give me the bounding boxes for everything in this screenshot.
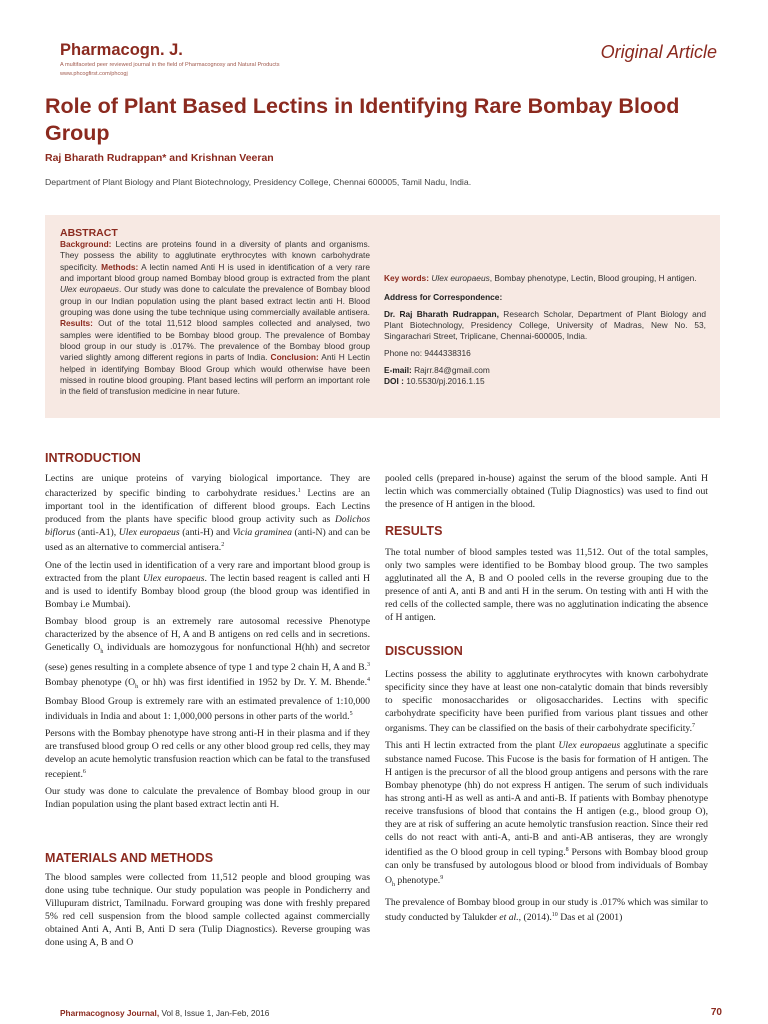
journal-url[interactable]: www.phcogfirst.com/phcogj [60,71,128,77]
correspondence-heading [384,292,706,303]
footer-issue: Vol 8, Issue 1, Jan-Feb, 2016 [159,1008,270,1018]
correspondence-address [384,309,706,343]
email-address[interactable]: Rajrr.84@gmail.com [411,365,490,376]
footer-journal-name: Pharmacognosy Journal, [60,1008,160,1018]
background-label: Background: [60,239,112,249]
intro-paragraph-3: Bombay blood group is an extremely rare autosomal recessive Phenotype characterized by the absence of H, A and B antigens on red cells and in secretions. Genetically $O_h$ individuals are homozygous for nonfunctional H(hh) and secretor (sese) genes resulting in a complete absence of type 1 and type 2 chain H, A and B.$^3$ Bombay phenotype ($O_h$ or hh) was first identified in 1952 by Dr. Y. M. Bhende.$^4$ Bombay Blood Group is extremely rare with an estimated prevalence of 1:10,000 individuals in India and about 1: 1,000,000 persons in other parts of the world.$^5$ [45,615,371,722]
article-authors: Raj Bharath Rudrappan* and Krishnan Veeran [45,152,274,164]
abstract-text-right [384,239,706,388]
intro-paragraph-1: Lectins are unique proteins of varying biological importance. They are characterized by specific binding to carbohydrate residues.$^1$ Lectins are an important tool in the identification of different blood groups. Each Lectins produced from the plants have specific blood group activity such as Dolichos biflorus (anti-A1), Ulex europaeus (anti-H) and Vicia graminea (anti-N) and can be used as an alternative to commercial antisera.$^2$ [45,473,371,554]
intro-paragraph-5: Our study was done to calculate the prevalence of Bombay blood group in our Indian population using the plant based extract lectin anti H. [45,786,370,811]
keywords-label: Key words: [384,273,429,283]
methods-paragraph-1: The blood samples were collected from 11,512 people and blood grouping was done using tube technique. Our study population was people in Pondicherry and Villupuram district, Tamilnadu. Forward grouping was done with freshly prepared 5% red cell suspension from the blood sample collected against commercially obtained Anti A, Anti B, Anti D sera (Tulip Diagnostics). Reverse grouping was done using A, B and O [45,872,370,949]
results-label: Results: [60,318,93,329]
methods-text: . Our study was done to calculate the prevalence of Bombay blood group in our Indian population using the plant based extract lectin anti H. Blood grouping was done using the tube technique using commercially available antisera. [60,284,370,318]
journal-subtitle: A multifaceted peer reviewed journal in the field of Pharmacognosy and Natural Products [60,62,280,68]
doi-value[interactable]: 10.5530/pj.2016.1.15 [403,376,485,387]
journal-title: Pharmacogn. J. [60,41,183,59]
conclusion-text: Anti H Lectin helped in identifying Bombay Blood Group which would otherwise have been missed in routine blood grouping. Plant based lectins will perform an important role in the field of transfusion medicine in near future. [60,352,370,397]
keywords-text: , Bombay phenotype, Lectin, Blood grouping, H antigen. [489,273,697,283]
article-type: Original Article [600,42,717,62]
keywords [384,273,706,284]
abstract-text-left [60,239,370,398]
results-paragraph-1: The total number of blood samples tested was 11,512. Out of the total samples, only two samples were identified to be Bombay blood group. The two samples agglutinated all the A, B and O pooled cells in the reverse grouping due to the presence of anti A, anti B and anti H in the serum. On testing with anti H with the red cells of the collected sample, there was no agglutination indicating the absence of H antigen. [385,547,708,624]
methods-text: A lectin named Anti H is used in identification of a very rare and important blood group named Bombay blood group is extracted from the plant [60,261,370,284]
discussion-paragraph-2: This anti H lectin extracted from the plant Ulex europaeus agglutinate a specific substance named Fucose. This Fucose is the basis for formation of H antigen. The H antigen is the precursor of all the blood group antigens and persons with the rare Bombay phenotype (hh) do not express H antigen. The serum of such individuals has strong anti-H as well as anti-A and anti-B. If patients with Bombay phenotype receive transfusions of blood that contains the H antigen (e.g., blood group O), they are at risk of suffering an acute hemolytic transfusion reaction. Since their red cells do not react with anti-A, anti-B and anti-AB antiseras, they are wrongly identified as the O blood group in cell typing.$^8$ Persons with Bombay blood group can only be transfused by autologous blood or blood from individuals of Bombay $O_h$ phenotype.$^9$ [385,740,709,889]
email-line [384,365,706,376]
results-body [385,546,708,628]
doi-label: DOI : [384,376,404,387]
abstract-paragraph [60,239,370,398]
background-text: Lectins are proteins found in a diversity of plants and organisms. They possess the ability to agglutinate erythrocytes with known carbohydrate specificity. [60,239,370,272]
correspondence-text: Research Scholar, Department of Plant Biology and Plant Biotechnology, Presidency College, University of Madras, New No. 53, Singarachari Street, Triplicane, Chennai-600005, India. [384,308,706,342]
discussion-paragraph-1: Lectins possess the ability to agglutinate erythrocytes with known carbohydrate specificity since they have at least one non-catalytic domain that binds reversibly to specific monosaccharides or oligosaccharides. Lectins with specific carbohydrate specificity have been purified from various plant tissues and other organisms. They can be classified on the basis of their carbohydrate specificity.$^7$ [385,669,708,735]
methods-paragraph-continued: pooled cells (prepared in-house) against the serum of the blood sample. Anti H lectin which was commercially obtained (Tulip Diagnostics) was used to find out the presence of H antigen in the blood. [385,473,708,511]
correspondence-name: Dr. Raj Bharath Rudrappan, [384,308,499,319]
materials-methods-heading: MATERIALS AND METHODS [45,851,214,865]
materials-methods-body [45,871,370,953]
correspondence-label: Address for Correspondence: [384,292,503,303]
introduction-heading: INTRODUCTION [45,451,141,465]
introduction-body [45,472,370,815]
species-name: Ulex europaeus [431,273,490,283]
discussion-heading: DISCUSSION [385,644,463,658]
intro-paragraph-4: Persons with the Bombay phenotype have strong anti-H in their plasma and if they are transfused blood group O red cells or any other blood group red cells, they may develop an acute hemolytic transfusion reaction which can be fatal to the transfused recepient.$^6$ [45,727,370,781]
discussion-paragraph-3: The prevalence of Bombay blood group in our study is .017% which was similar to study conducted by Talukder et al., (2014).$^{10}$ Das et al (2001) [385,897,708,924]
results-heading: RESULTS [385,524,443,538]
author-affiliation: Department of Plant Biology and Plant Biotechnology, Presidency College, Chennai 600005, Tamil Nadu, India. [45,177,472,187]
email-label: E-mail: [384,365,412,376]
article-title: Role of Plant Based Lectins in Identifying Rare Bombay Blood Group [45,94,680,145]
species-name: Ulex europaeus [60,284,119,295]
materials-methods-continued [385,472,708,515]
results-text: Out of the total 11,512 blood samples collected and analysed, two samples were identified to be Bombay blood group. The prevalence of Bombay blood group in our study is .017%. The prevalence of the Bombay blood group varied slightly among different regions in parts of India. [60,318,370,363]
methods-label: Methods: [101,261,139,272]
discussion-body [385,668,708,929]
footer-citation [60,1008,269,1018]
conclusion-label: Conclusion: [270,352,319,363]
intro-paragraph-2: One of the lectin used in identification of a very rare and important blood group is extracted from the plant Ulex europaeus. The lectin based reagent is called anti H and is used to identify Bombay blood group (the blood group was identified in Bombay i.e Mumbai). [45,559,370,610]
doi-line [384,376,706,387]
page-number: 70 [710,1007,722,1018]
abstract-heading: ABSTRACT [60,227,118,239]
phone-number: Phone no: 9444338316 [384,347,471,358]
